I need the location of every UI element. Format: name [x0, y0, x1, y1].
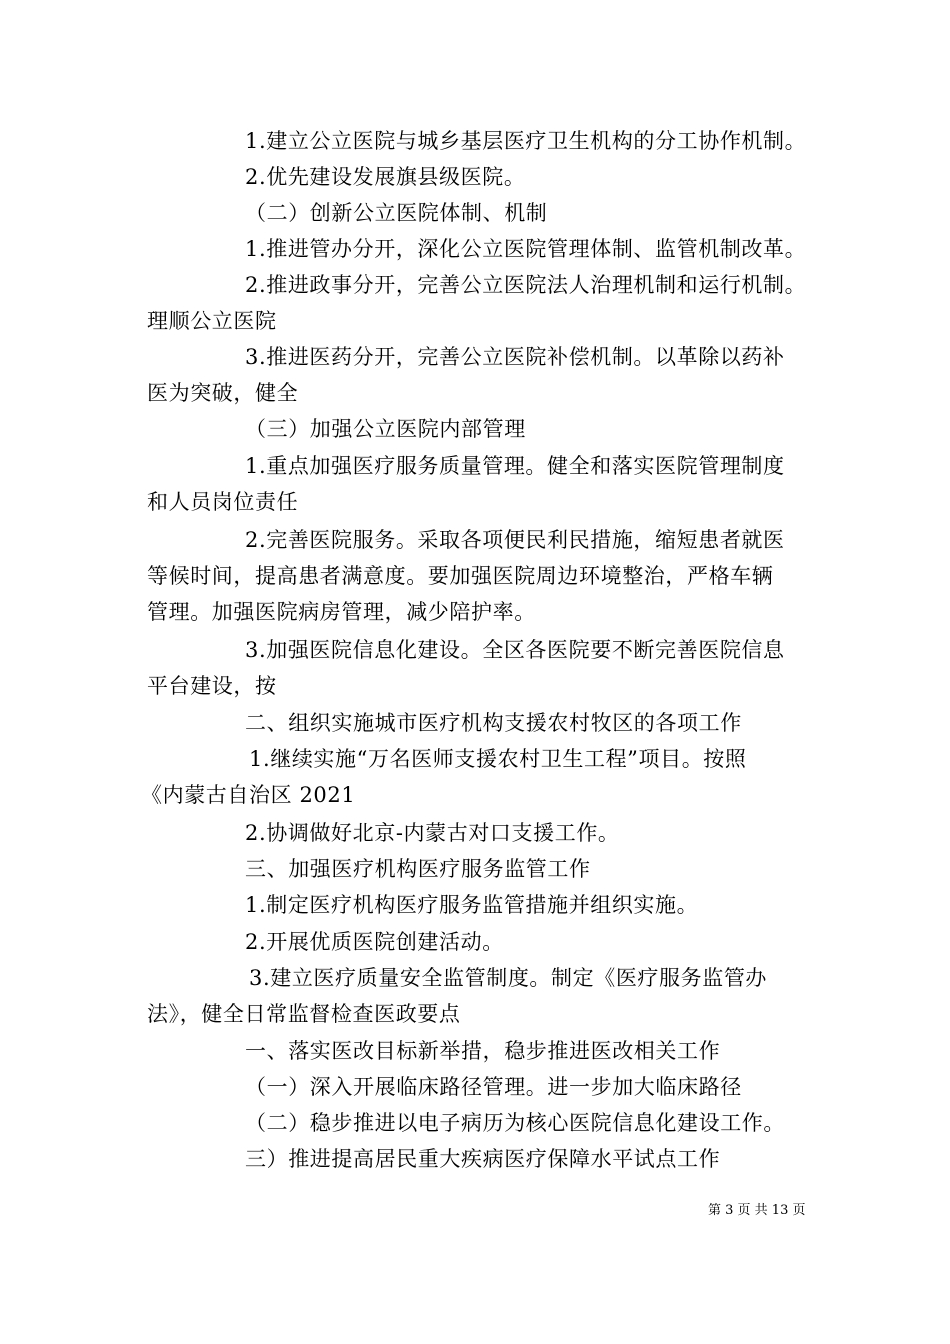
- text-line: 2.开展优质医院创建活动。: [245, 930, 504, 954]
- page-number-footer: 第 3 页 共 13 页: [708, 1203, 806, 1218]
- text-line: 2.完善医院服务。采取各项便民利民措施，缩短患者就医: [245, 528, 785, 552]
- text-line: 医为突破，健全: [147, 381, 299, 405]
- text-line: 2.推进政事分开，完善公立医院法人治理机制和运行机制。: [245, 273, 807, 297]
- text-line: 理顺公立医院: [147, 309, 277, 333]
- section-heading: 二、组织实施城市医疗机构支援农村牧区的各项工作: [245, 711, 742, 735]
- text-line: 1.制定医疗机构医疗服务监管措施并组织实施。: [245, 893, 699, 917]
- text-line: 3.建立医疗质量安全监管制度。制定《医疗服务监管办: [249, 966, 768, 990]
- text-line: （二）稳步推进以电子病历为核心医院信息化建设工作。: [245, 1111, 785, 1135]
- text-line: 2.优先建设发展旗县级医院。: [245, 165, 526, 189]
- text-line: 1.继续实施“万名医师支援农村卫生工程”项目。按照: [249, 747, 747, 771]
- text-line: 1.重点加强医疗服务质量管理。健全和落实医院管理制度: [245, 454, 785, 478]
- text-line: 和人员岗位责任: [147, 490, 299, 514]
- text-line: 三）推进提高居民重大疾病医疗保障水平试点工作: [245, 1147, 721, 1171]
- section-heading: 一、落实医改目标新举措，稳步推进医改相关工作: [245, 1039, 721, 1063]
- section-heading: （三）加强公立医院内部管理: [245, 417, 526, 441]
- text-line: 《内蒙古自治区 2021: [141, 783, 356, 807]
- text-line: 管理。加强医院病房管理，减少陪护率。: [147, 600, 536, 624]
- text-line: 1.推进管办分开，深化公立医院管理体制、监管机制改革。: [245, 237, 807, 261]
- text-line: （一）深入开展临床路径管理。进一步加大临床路径: [245, 1075, 742, 1099]
- text-line: 等候时间，提高患者满意度。要加强医院周边环境整治，严格车辆: [147, 564, 774, 588]
- text-line: 1.建立公立医院与城乡基层医疗卫生机构的分工协作机制。: [245, 129, 807, 153]
- section-heading: （二）创新公立医院体制、机制: [245, 201, 548, 225]
- section-heading: 三、加强医疗机构医疗服务监管工作: [245, 857, 591, 881]
- text-line: 3.加强医院信息化建设。全区各医院要不断完善医院信息: [245, 638, 785, 662]
- text-line: 平台建设，按: [147, 674, 277, 698]
- text-line: 2.协调做好北京-内蒙古对口支援工作。: [245, 821, 620, 845]
- text-line: 法》，健全日常监督检查医政要点: [147, 1002, 461, 1026]
- text-line: 3.推进医药分开，完善公立医院补偿机制。以革除以药补: [245, 345, 785, 369]
